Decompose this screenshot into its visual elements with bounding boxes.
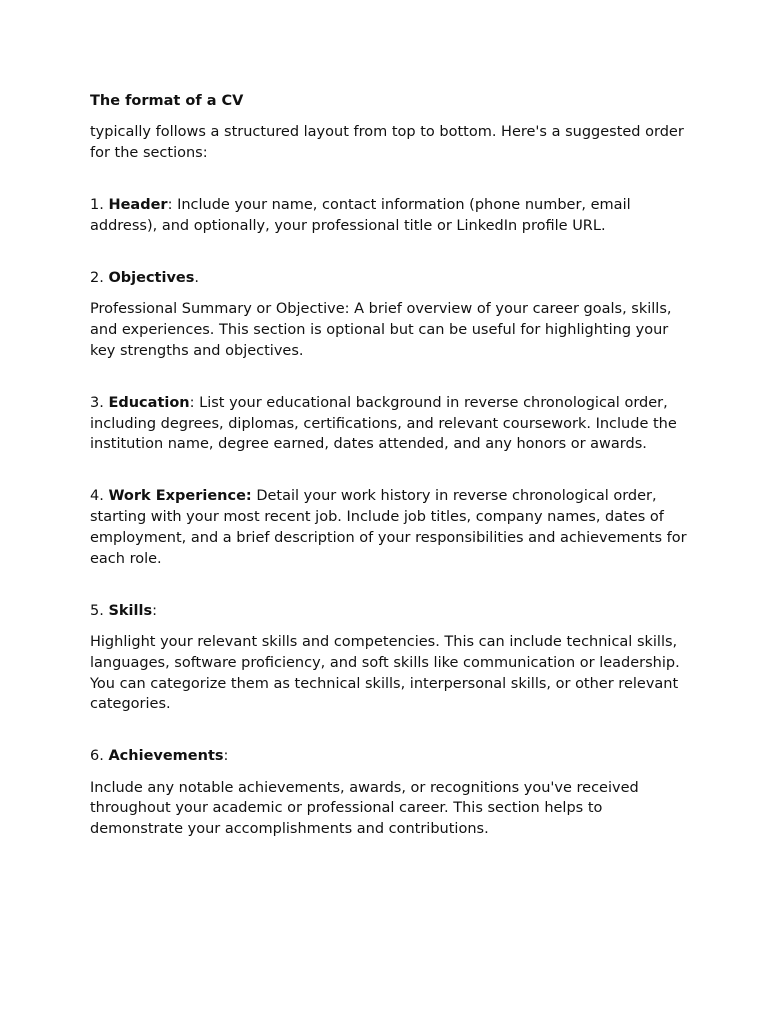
- intro-paragraph: typically follows a structured layout from top to bottom. Here's a suggested order for the sections:: [90, 124, 684, 162]
- section-number: 1.: [90, 197, 109, 214]
- section-heading: Work Experience:: [108, 488, 252, 505]
- section-heading: Objectives: [108, 269, 195, 286]
- section-text: :: [223, 748, 229, 765]
- section-number: 5.: [90, 602, 109, 619]
- section-text: .: [194, 269, 199, 286]
- section-body: Include any notable achievements, awards, or recognitions you've received throughout your academic or professional career. This section helps to demonstrate your accomplishments and contributions.: [90, 779, 639, 838]
- section-body: Highlight your relevant skills and competencies. This can include technical skills, languages, software proficiency, and soft skills like communication or leadership. You can categorize them as technical skills, interpersonal skills, or other relevant categories.: [90, 633, 680, 713]
- section-heading: Achievements: [108, 748, 224, 765]
- section-text: Detail your work history in reverse chronological order, starting with your most recent job. Include job titles, company names, dates of employment, and a brief description of your responsibilities and achievements for each role.: [90, 488, 687, 567]
- section-number: 2.: [90, 269, 109, 286]
- section-header: [90, 195, 690, 237]
- section-heading: Header: [108, 197, 168, 214]
- section-skills: [90, 601, 690, 622]
- section-work-experience: [90, 486, 690, 569]
- document-title: The format of a CV: [90, 93, 244, 109]
- section-heading: Skills: [108, 602, 153, 619]
- section-heading: Education: [108, 394, 190, 411]
- section-achievements: [90, 746, 690, 767]
- section-text: :: [152, 602, 157, 619]
- section-number: 6.: [90, 748, 109, 765]
- section-number: 4.: [90, 488, 109, 505]
- section-text: : List your educational background in reverse chronological order, including degrees, diplomas, certifications, and relevant coursework. Include the institution name, degree earned, dates attended, and any honors or awards.: [90, 394, 677, 453]
- section-education: [90, 393, 690, 455]
- section-text: : Include your name, contact information (phone number, email address), and optionally, your professional title or LinkedIn profile URL.: [90, 197, 631, 234]
- document-page: [90, 91, 690, 840]
- section-body: Professional Summary or Objective: A brief overview of your career goals, skills, and experiences. This section is optional but can be useful for highlighting your key strengths and objectives.: [90, 301, 672, 359]
- section-objectives: [90, 268, 690, 289]
- section-number: 3.: [90, 394, 109, 411]
